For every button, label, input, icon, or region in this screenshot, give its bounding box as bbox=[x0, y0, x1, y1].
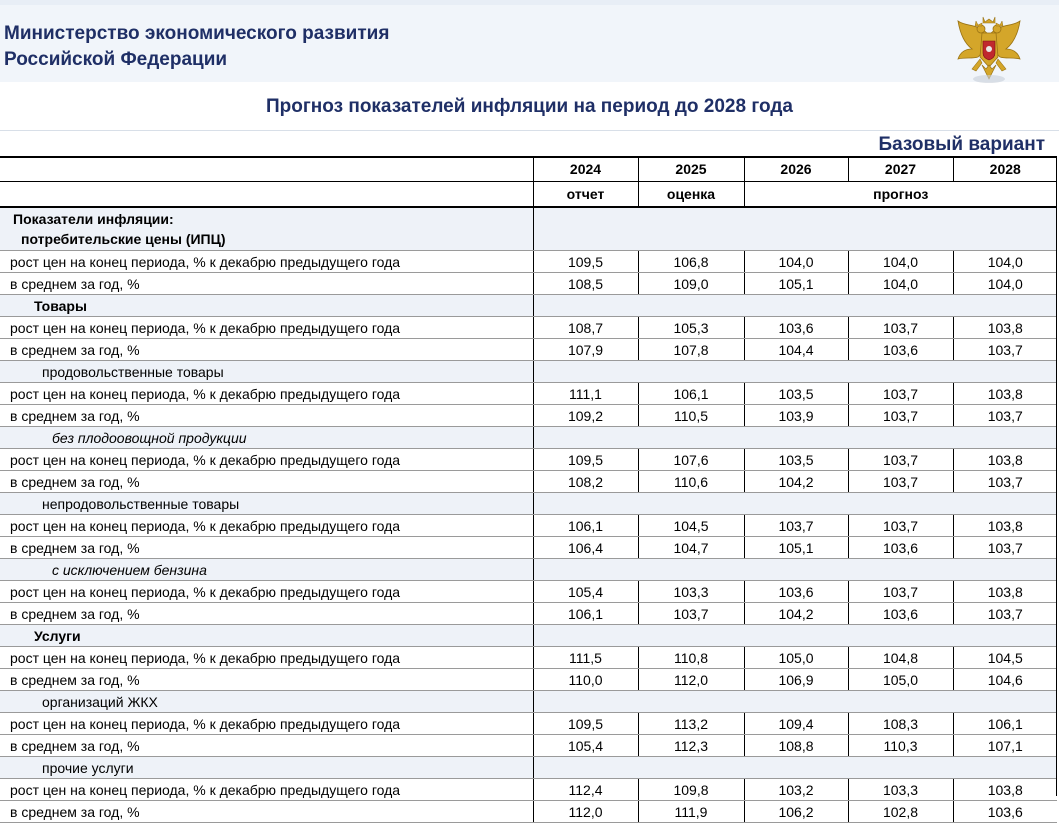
section-header-row bbox=[0, 625, 1057, 647]
organization-name bbox=[4, 21, 389, 73]
table-row bbox=[0, 603, 1057, 625]
value-cell: 104,0 bbox=[953, 251, 1057, 273]
table-row bbox=[0, 779, 1057, 801]
value-cell: 109,2 bbox=[533, 405, 638, 427]
value-cell: 103,6 bbox=[848, 339, 953, 361]
section-header-row bbox=[0, 493, 1057, 515]
section-header-row bbox=[0, 295, 1057, 317]
value-cell: 103,6 bbox=[744, 581, 848, 603]
table-row bbox=[0, 515, 1057, 537]
row-label-annual-average: в среднем за год, % bbox=[0, 801, 533, 823]
value-cell: 107,1 bbox=[953, 735, 1057, 757]
value-cell: 104,8 bbox=[848, 647, 953, 669]
section-title-line: Показатели инфляции: bbox=[13, 211, 174, 227]
table-row bbox=[0, 735, 1057, 757]
value-cell: 103,7 bbox=[953, 471, 1057, 493]
value-cell: 107,8 bbox=[638, 339, 744, 361]
section-fill-cell bbox=[533, 427, 1057, 449]
row-label-end-of-period: рост цен на конец периода, % к декабрю предыдущего года bbox=[0, 251, 533, 273]
value-cell: 105,0 bbox=[848, 669, 953, 691]
value-cell: 103,7 bbox=[953, 537, 1057, 559]
row-label-end-of-period: рост цен на конец периода, % к декабрю предыдущего года bbox=[0, 449, 533, 471]
row-label-annual-average: в среднем за год, % bbox=[0, 273, 533, 295]
table-row bbox=[0, 339, 1057, 361]
table-row bbox=[0, 449, 1057, 471]
section-title bbox=[0, 625, 533, 647]
value-cell: 112,0 bbox=[533, 801, 638, 823]
value-cell: 103,6 bbox=[848, 537, 953, 559]
page-header bbox=[0, 5, 1059, 82]
value-cell: 103,6 bbox=[744, 317, 848, 339]
section-title bbox=[0, 493, 533, 515]
value-cell: 108,5 bbox=[533, 273, 638, 295]
value-cell: 103,8 bbox=[953, 449, 1057, 471]
value-cell: 102,8 bbox=[848, 801, 953, 823]
row-label-annual-average: в среднем за год, % bbox=[0, 735, 533, 757]
section-header-row bbox=[0, 559, 1057, 581]
section-title bbox=[0, 559, 533, 581]
year-2026-header: 2026 bbox=[744, 157, 848, 182]
year-2025-header: 2025 bbox=[638, 157, 744, 182]
value-cell: 103,7 bbox=[848, 317, 953, 339]
value-cell: 106,2 bbox=[744, 801, 848, 823]
value-cell: 109,0 bbox=[638, 273, 744, 295]
value-cell: 103,8 bbox=[953, 515, 1057, 537]
section-title bbox=[0, 295, 533, 317]
table-row bbox=[0, 537, 1057, 559]
value-cell: 104,4 bbox=[744, 339, 848, 361]
value-cell: 103,7 bbox=[848, 581, 953, 603]
value-cell: 112,4 bbox=[533, 779, 638, 801]
header-row-status bbox=[0, 182, 1057, 208]
value-cell: 108,7 bbox=[533, 317, 638, 339]
section-fill-cell bbox=[533, 295, 1057, 317]
value-cell: 103,8 bbox=[953, 779, 1057, 801]
value-cell: 107,9 bbox=[533, 339, 638, 361]
value-cell: 112,0 bbox=[638, 669, 744, 691]
table-row bbox=[0, 383, 1057, 405]
row-label-annual-average: в среднем за год, % bbox=[0, 405, 533, 427]
value-cell: 105,1 bbox=[744, 273, 848, 295]
table-row bbox=[0, 647, 1057, 669]
value-cell: 110,5 bbox=[638, 405, 744, 427]
value-cell: 103,7 bbox=[848, 515, 953, 537]
row-label-end-of-period: рост цен на конец периода, % к декабрю предыдущего года bbox=[0, 515, 533, 537]
value-cell: 103,7 bbox=[848, 471, 953, 493]
value-cell: 103,3 bbox=[638, 581, 744, 603]
table-row bbox=[0, 801, 1057, 823]
value-cell: 105,4 bbox=[533, 581, 638, 603]
value-cell: 111,9 bbox=[638, 801, 744, 823]
value-cell: 103,7 bbox=[744, 515, 848, 537]
value-cell: 105,1 bbox=[744, 537, 848, 559]
value-cell: 103,8 bbox=[953, 383, 1057, 405]
value-cell: 111,1 bbox=[533, 383, 638, 405]
value-cell: 108,8 bbox=[744, 735, 848, 757]
section-fill-cell bbox=[533, 691, 1057, 713]
table-row bbox=[0, 669, 1057, 691]
value-cell: 106,8 bbox=[638, 251, 744, 273]
value-cell: 110,6 bbox=[638, 471, 744, 493]
section-fill-cell bbox=[533, 361, 1057, 383]
row-label-annual-average: в среднем за год, % bbox=[0, 471, 533, 493]
value-cell: 110,3 bbox=[848, 735, 953, 757]
organization-name-line2: Российской Федерации bbox=[4, 49, 228, 70]
page-title: Прогноз показателей инфляции на период до 2028 года bbox=[266, 96, 793, 117]
title-divider bbox=[0, 130, 1059, 131]
value-cell: 104,6 bbox=[953, 669, 1057, 691]
value-cell: 104,5 bbox=[953, 647, 1057, 669]
section-header-row bbox=[0, 757, 1057, 779]
value-cell: 106,1 bbox=[533, 515, 638, 537]
value-cell: 103,8 bbox=[953, 581, 1057, 603]
value-cell: 109,5 bbox=[533, 449, 638, 471]
table-row bbox=[0, 713, 1057, 735]
section-fill-cell bbox=[533, 625, 1057, 647]
section-title-line: прочие услуги bbox=[42, 759, 134, 776]
row-label-annual-average: в среднем за год, % bbox=[0, 603, 533, 625]
table-row bbox=[0, 251, 1057, 273]
value-cell: 104,2 bbox=[744, 603, 848, 625]
russian-coat-of-arms-icon bbox=[952, 13, 1026, 85]
year-2027-header: 2027 bbox=[848, 157, 953, 182]
value-cell: 104,7 bbox=[638, 537, 744, 559]
value-cell: 106,4 bbox=[533, 537, 638, 559]
value-cell: 104,2 bbox=[744, 471, 848, 493]
section-fill-cell bbox=[533, 207, 1057, 251]
section-title-line: Услуги bbox=[34, 627, 81, 644]
status-forecast-header: прогноз bbox=[744, 182, 1057, 208]
value-cell: 103,9 bbox=[744, 405, 848, 427]
row-label-annual-average: в среднем за год, % bbox=[0, 669, 533, 691]
value-cell: 103,7 bbox=[953, 339, 1057, 361]
value-cell: 104,0 bbox=[744, 251, 848, 273]
table-row bbox=[0, 471, 1057, 493]
section-header-row bbox=[0, 361, 1057, 383]
value-cell: 103,7 bbox=[638, 603, 744, 625]
section-title bbox=[0, 207, 533, 251]
value-cell: 107,6 bbox=[638, 449, 744, 471]
value-cell: 103,5 bbox=[744, 383, 848, 405]
value-cell: 104,0 bbox=[848, 251, 953, 273]
scenario-variant-label: Базовый вариант bbox=[878, 134, 1045, 155]
value-cell: 104,0 bbox=[848, 273, 953, 295]
section-title bbox=[0, 361, 533, 383]
value-cell: 103,7 bbox=[953, 405, 1057, 427]
value-cell: 113,2 bbox=[638, 713, 744, 735]
section-title-line: организаций ЖКХ bbox=[42, 693, 158, 710]
value-cell: 109,5 bbox=[533, 251, 638, 273]
row-label-end-of-period: рост цен на конец периода, % к декабрю предыдущего года bbox=[0, 713, 533, 735]
section-fill-cell bbox=[533, 757, 1057, 779]
header-row-years bbox=[0, 157, 1057, 182]
section-title bbox=[0, 691, 533, 713]
section-title-line: Товары bbox=[34, 297, 87, 314]
section-title bbox=[0, 757, 533, 779]
value-cell: 103,6 bbox=[848, 603, 953, 625]
row-label-annual-average: в среднем за год, % bbox=[0, 537, 533, 559]
value-cell: 103,3 bbox=[848, 779, 953, 801]
year-2024-header: 2024 bbox=[533, 157, 638, 182]
section-title-line: продовольственные товары bbox=[42, 363, 224, 380]
value-cell: 103,8 bbox=[953, 317, 1057, 339]
inflation-forecast-table bbox=[0, 157, 1057, 823]
section-header-row bbox=[0, 427, 1057, 449]
table-row bbox=[0, 273, 1057, 295]
value-cell: 103,7 bbox=[848, 449, 953, 471]
row-label-end-of-period: рост цен на конец периода, % к декабрю предыдущего года bbox=[0, 581, 533, 603]
value-cell: 106,1 bbox=[638, 383, 744, 405]
section-fill-cell bbox=[533, 493, 1057, 515]
value-cell: 105,4 bbox=[533, 735, 638, 757]
value-cell: 109,8 bbox=[638, 779, 744, 801]
section-title-line: непродовольственные товары bbox=[42, 495, 240, 512]
value-cell: 106,1 bbox=[953, 713, 1057, 735]
status-report-header: отчет bbox=[533, 182, 638, 208]
section-header-row bbox=[0, 691, 1057, 713]
value-cell: 111,5 bbox=[533, 647, 638, 669]
row-label-end-of-period: рост цен на конец периода, % к декабрю предыдущего года bbox=[0, 383, 533, 405]
table-row bbox=[0, 317, 1057, 339]
section-title bbox=[0, 427, 533, 449]
year-2028-header: 2028 bbox=[953, 157, 1057, 182]
section-title-line: потребительские цены (ИПЦ) bbox=[21, 231, 226, 247]
row-label-annual-average: в среднем за год, % bbox=[0, 339, 533, 361]
section-title-line: с исключением бензина bbox=[52, 561, 207, 578]
section-title-line: без плодоовощной продукции bbox=[52, 429, 247, 446]
row-label-end-of-period: рост цен на конец периода, % к декабрю предыдущего года bbox=[0, 317, 533, 339]
value-cell: 105,3 bbox=[638, 317, 744, 339]
value-cell: 108,3 bbox=[848, 713, 953, 735]
value-cell: 109,5 bbox=[533, 713, 638, 735]
status-estimate-header: оценка bbox=[638, 182, 744, 208]
table-row bbox=[0, 581, 1057, 603]
section-fill-cell bbox=[533, 559, 1057, 581]
value-cell: 104,0 bbox=[953, 273, 1057, 295]
value-cell: 103,7 bbox=[848, 405, 953, 427]
row-label-end-of-period: рост цен на конец периода, % к декабрю предыдущего года bbox=[0, 779, 533, 801]
value-cell: 106,9 bbox=[744, 669, 848, 691]
value-cell: 103,5 bbox=[744, 449, 848, 471]
value-cell: 103,6 bbox=[953, 801, 1057, 823]
section-header-row bbox=[0, 207, 1057, 251]
header-blank-cell bbox=[0, 182, 533, 208]
value-cell: 105,0 bbox=[744, 647, 848, 669]
row-label-end-of-period: рост цен на конец периода, % к декабрю предыдущего года bbox=[0, 647, 533, 669]
value-cell: 109,4 bbox=[744, 713, 848, 735]
value-cell: 103,7 bbox=[848, 383, 953, 405]
value-cell: 110,8 bbox=[638, 647, 744, 669]
table-row bbox=[0, 405, 1057, 427]
header-blank-cell bbox=[0, 157, 533, 182]
value-cell: 106,1 bbox=[533, 603, 638, 625]
organization-name-line1: Министерство экономического развития bbox=[4, 23, 390, 44]
value-cell: 112,3 bbox=[638, 735, 744, 757]
value-cell: 103,2 bbox=[744, 779, 848, 801]
value-cell: 104,5 bbox=[638, 515, 744, 537]
table-right-border bbox=[1056, 156, 1057, 796]
value-cell: 103,7 bbox=[953, 603, 1057, 625]
value-cell: 108,2 bbox=[533, 471, 638, 493]
value-cell: 110,0 bbox=[533, 669, 638, 691]
